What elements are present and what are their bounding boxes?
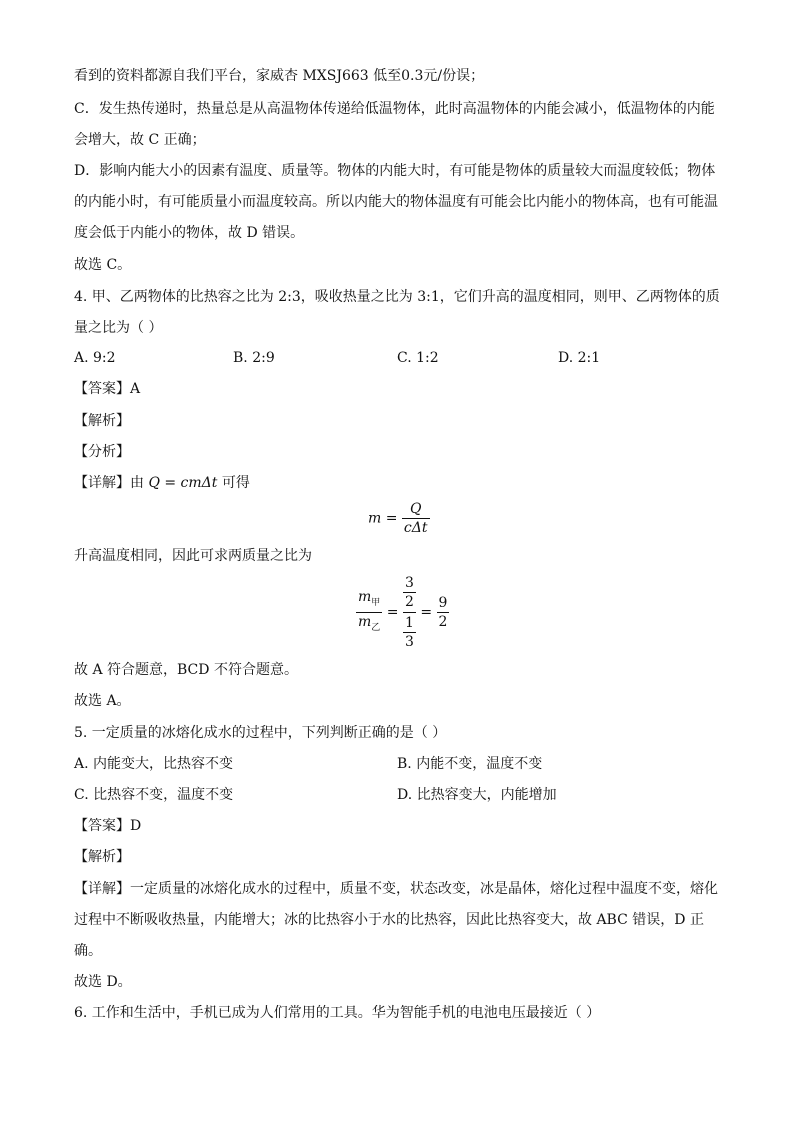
q6-stem: 6. 工作和生活中，手机已成为人们常用的工具。华为智能手机的电池电压最接近（ ）	[74, 1005, 601, 1021]
q4-option-c: C. 1:2	[397, 350, 439, 366]
q4-detail-prefix: 【详解】由	[74, 475, 144, 491]
eq2-top-num: 3	[404, 575, 414, 591]
equation-mass-formula	[368, 500, 430, 537]
eq2-lhs-den: m	[358, 614, 372, 630]
q5-stem: 5. 一定质量的冰熔化成水的过程中，下列判断正确的是（ ）	[74, 725, 447, 741]
option-c-explanation-line-2: 会增大，故 C 正确；	[74, 132, 206, 148]
q3-choose: 故选 C。	[74, 257, 132, 273]
q4-fenxi-label: 【分析】	[74, 444, 130, 460]
eq2-equals-2: =	[420, 604, 433, 621]
q4-option-b: B. 2:9	[233, 350, 275, 366]
eq2-res-num: 9	[438, 595, 448, 611]
eq2-main-bar	[403, 612, 416, 613]
eq2-lhs-den-sub: 乙	[371, 622, 381, 633]
q5-detail-line-2: 过程中不断吸收热量，内能增大；冰的比热容小于水的比热容，因此比热容变大，故 ABC 错误，D 正	[74, 912, 704, 928]
eq1-numerator: Q	[409, 501, 422, 517]
option-d-explanation-line-3: 度会低于内能小的物体，故 D 错误。	[74, 225, 305, 241]
q4-conclusion: 故 A 符合题意，BCD 不符合题意。	[74, 662, 298, 678]
eq2-top-den: 2	[404, 594, 414, 610]
header-line: 看到的资料都源自我们平台，家威杏 MXSJ663 低至0.3元/份误；	[74, 68, 485, 84]
q5-option-b: B. 内能不变，温度不变	[397, 756, 543, 772]
q4-mid-text: 升高温度相同，因此可求两质量之比为	[74, 548, 312, 564]
q5-detail-line-1: 【详解】一定质量的冰熔化成水的过程中，质量不变，状态改变，冰是晶体，熔化过程中温度不变，熔化	[74, 881, 718, 897]
q4-jiexi-label: 【解析】	[74, 413, 130, 429]
eq2-lhs-fraction	[356, 588, 382, 637]
eq1-lhs: m =	[368, 510, 398, 527]
eq2-bottom-fraction	[403, 614, 416, 651]
eq2-result-fraction	[437, 594, 450, 631]
eq2-top-fraction	[403, 574, 416, 611]
q4-option-a: A. 9:2	[74, 350, 116, 366]
q5-detail-line-3: 确。	[74, 943, 102, 959]
q5-option-a: A. 内能变大，比热容不变	[74, 756, 234, 772]
eq2-res-den: 2	[438, 614, 448, 630]
eq2-lhs-num: m	[358, 589, 372, 606]
eq2-lhs-num-sub: 甲	[371, 598, 381, 608]
eq2-equals-1: =	[386, 604, 399, 621]
option-d-explanation-line-1: D．影响内能大小的因素有温度、质量等。物体的内能大时，有可能是物体的质量较大而温度较低；物体	[74, 163, 716, 179]
q4-choose: 故选 A。	[74, 693, 131, 709]
eq2-bot-den: 3	[404, 634, 414, 650]
q4-stem-line-2: 量之比为（ ）	[74, 320, 163, 336]
q4-option-d: D. 2:1	[558, 350, 601, 366]
q5-option-c: C. 比热容不变，温度不变	[74, 787, 234, 803]
option-c-explanation-line-1: C．发生热传递时，热量总是从高温物体传递给低温物体，此时高温物体的内能会减小，低温物体的内能	[74, 101, 715, 117]
eq2-compound-fraction	[403, 574, 416, 651]
q5-option-d: D. 比热容变大，内能增加	[397, 787, 557, 803]
option-d-explanation-line-2: 的内能小时，有可能质量小而温度较高。所以内能大的物体温度有可能会比内能小的物体高，也有可能温	[74, 194, 718, 210]
eq1-fraction	[402, 500, 430, 537]
eq2-bot-num: 1	[404, 615, 414, 631]
q5-choose: 故选 D。	[74, 974, 132, 990]
q4-detail-suffix: 可得	[221, 475, 250, 491]
q5-answer: 【答案】D	[74, 818, 142, 834]
eq1-denominator: cΔt	[403, 520, 428, 536]
equation-mass-ratio	[356, 574, 449, 651]
q4-stem-line-1: 4. 甲、乙两物体的比热容之比为 2:3，吸收热量之比为 3:1，它们升高的温度相同，则甲、乙两物体的质	[74, 289, 720, 305]
q4-detail-line	[74, 473, 734, 493]
q5-jiexi-label: 【解析】	[74, 849, 130, 865]
q4-answer: 【答案】A	[74, 381, 141, 397]
q4-detail-formula: Q = cmΔt	[148, 475, 218, 491]
